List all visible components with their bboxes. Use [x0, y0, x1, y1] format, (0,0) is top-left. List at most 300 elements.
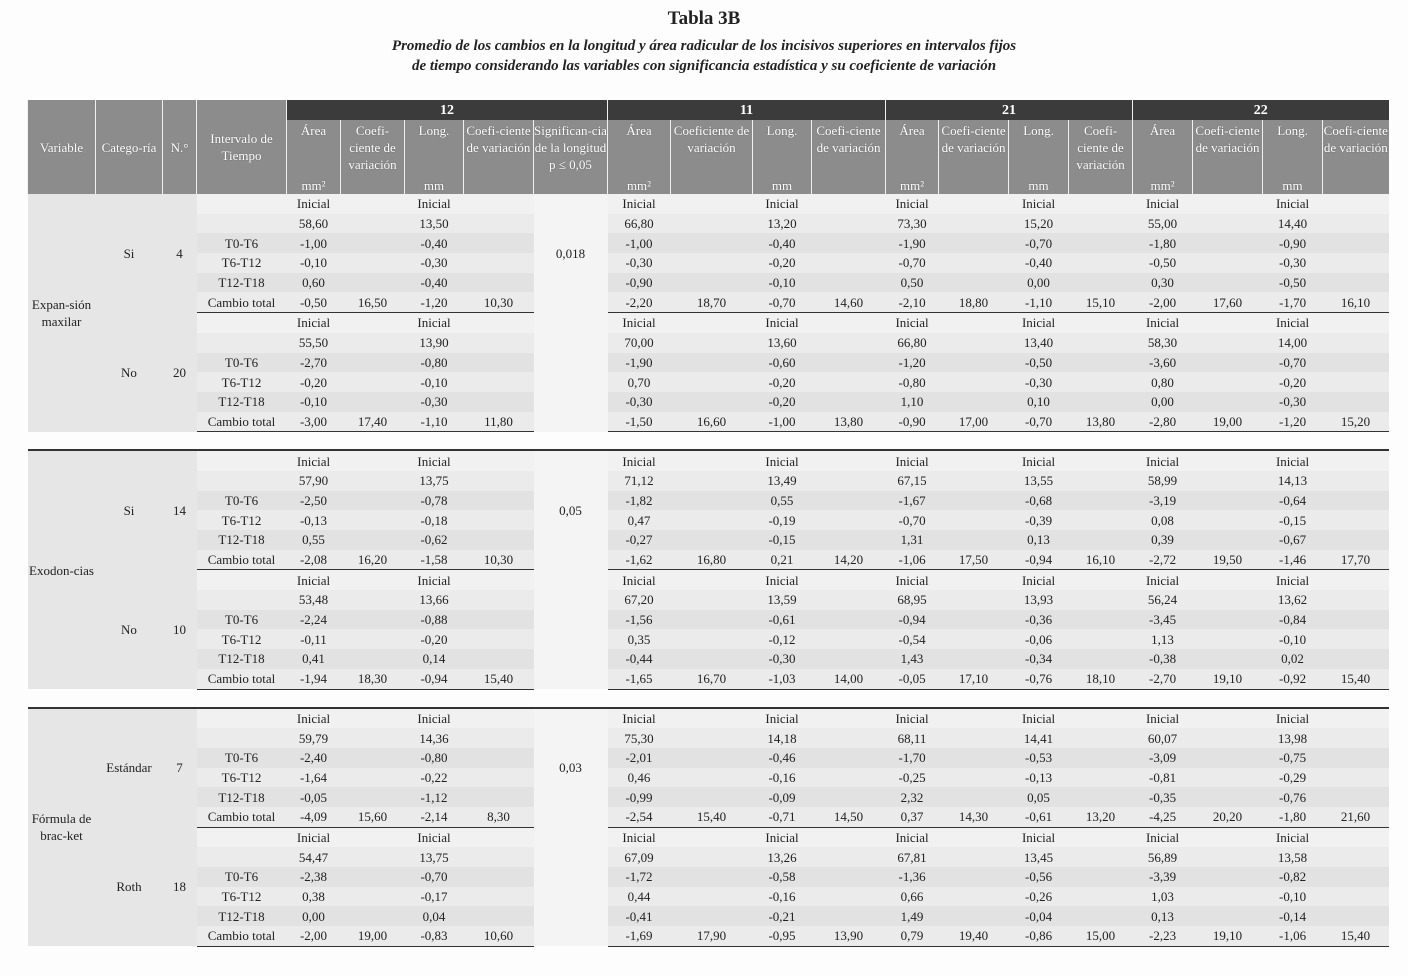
length-cell: -1,80: [1263, 807, 1323, 827]
interval-cell: Cambio total: [197, 807, 287, 827]
area-cv-cell: [1193, 471, 1263, 491]
area-cell: Inicial: [287, 570, 341, 590]
length-cell: -2,14: [405, 807, 464, 827]
length-cv-cell: [1069, 471, 1133, 491]
table-row: [28, 610, 1389, 630]
area-cv-cell: [939, 450, 1009, 471]
interval-cell: T6-T12: [197, 887, 287, 907]
length-cell: 0,14: [405, 649, 464, 669]
header-coef-12: [341, 120, 405, 194]
table-row: [28, 194, 1389, 214]
n-cell: 18: [163, 827, 197, 946]
interval-cell: T0-T6: [197, 233, 287, 253]
header-coef-21: [939, 120, 1009, 194]
area-cell: Inicial: [287, 708, 341, 729]
area-cell: -0,11: [287, 629, 341, 649]
length-cv-cell: [1069, 649, 1133, 669]
length-cv-cell: [1323, 629, 1389, 649]
length-cv-cell: [812, 333, 886, 353]
length-cv-cell: [812, 273, 886, 293]
header-unit: mm²: [899, 178, 925, 193]
area-cv-cell: [939, 610, 1009, 630]
area-cv-cell: [939, 708, 1009, 729]
table-title: Tabla 3B: [667, 8, 741, 29]
significance-cell: 0,018: [534, 194, 608, 313]
area-cv-cell: [1193, 827, 1263, 847]
interval-cell: [197, 827, 287, 847]
length-cv-cell: [464, 570, 534, 590]
area-cell: -0,90: [886, 412, 939, 432]
length-cv-cell: [812, 450, 886, 471]
length-cell: Inicial: [1263, 194, 1323, 214]
length-cell: 13,62: [1263, 590, 1323, 610]
length-cv-cell: [812, 392, 886, 412]
area-cv-cell: [671, 253, 753, 273]
length-cv-cell: [1069, 372, 1133, 392]
length-cv-cell: [1323, 333, 1389, 353]
length-cv-cell: [1323, 313, 1389, 333]
length-cell: -0,76: [1263, 787, 1323, 807]
area-cv-cell: 16,60: [671, 412, 753, 432]
length-cv-cell: [1069, 827, 1133, 847]
interval-cell: T6-T12: [197, 372, 287, 392]
length-cv-cell: [812, 748, 886, 768]
separator-cell: [28, 432, 1389, 451]
area-cv-cell: [671, 233, 753, 253]
interval-cell: T12-T18: [197, 787, 287, 807]
area-cv-cell: [341, 610, 405, 630]
length-cv-cell: [1069, 392, 1133, 412]
area-cell: -0,10: [287, 253, 341, 273]
length-cv-cell: 13,90: [812, 926, 886, 946]
length-cell: -0,15: [1263, 510, 1323, 530]
area-cell: Inicial: [1133, 708, 1193, 729]
area-cv-cell: [939, 787, 1009, 807]
area-cell: Inicial: [886, 194, 939, 214]
length-cell: -0,15: [753, 530, 812, 550]
interval-cell: [197, 333, 287, 353]
area-cv-cell: 19,00: [1193, 412, 1263, 432]
length-cv-cell: [1323, 610, 1389, 630]
header-label: Área: [1149, 123, 1176, 138]
length-cell: -0,40: [405, 233, 464, 253]
length-cv-cell: [812, 649, 886, 669]
area-cell: -2,24: [287, 610, 341, 630]
length-cv-cell: 16,10: [1323, 292, 1389, 312]
length-cv-cell: [1069, 610, 1133, 630]
table-row: [28, 471, 1389, 491]
length-cell: -0,68: [1009, 491, 1069, 511]
length-cv-cell: 15,20: [1323, 412, 1389, 432]
n-cell: 7: [163, 708, 197, 828]
header-area-11: [608, 120, 671, 194]
length-cell: -0,70: [1009, 412, 1069, 432]
area-cv-cell: [939, 768, 1009, 788]
area-cv-cell: [341, 510, 405, 530]
length-cell: -0,12: [753, 629, 812, 649]
area-cv-cell: [671, 214, 753, 234]
area-cv-cell: [1193, 253, 1263, 273]
length-cv-cell: [1069, 629, 1133, 649]
area-cv-cell: [939, 313, 1009, 333]
area-cell: -0,41: [608, 906, 671, 926]
interval-cell: Cambio total: [197, 550, 287, 570]
area-cv-cell: [1193, 353, 1263, 373]
area-cell: Inicial: [1133, 827, 1193, 847]
length-cv-cell: 17,70: [1323, 550, 1389, 570]
interval-cell: T0-T6: [197, 353, 287, 373]
area-cv-cell: [671, 748, 753, 768]
length-cell: 0,21: [753, 550, 812, 570]
length-cell: -0,20: [1263, 372, 1323, 392]
header-significance-12: [534, 120, 608, 194]
length-cv-cell: 13,80: [1069, 412, 1133, 432]
area-cell: 0,37: [886, 807, 939, 827]
length-cv-cell: [464, 867, 534, 887]
length-cell: 0,04: [405, 906, 464, 926]
length-cv-cell: [812, 253, 886, 273]
length-cv-cell: [1323, 728, 1389, 748]
area-cell: -1,82: [608, 491, 671, 511]
table-row: [28, 530, 1389, 550]
table-row: [28, 392, 1389, 412]
area-cell: 68,11: [886, 728, 939, 748]
area-cell: -0,50: [287, 292, 341, 312]
length-cell: -0,17: [405, 887, 464, 907]
length-cv-cell: [812, 233, 886, 253]
area-cell: 55,00: [1133, 214, 1193, 234]
area-cell: -1,90: [886, 233, 939, 253]
length-cv-cell: [464, 333, 534, 353]
length-cv-cell: [1323, 530, 1389, 550]
area-cv-cell: [341, 887, 405, 907]
interval-cell: T0-T6: [197, 867, 287, 887]
area-cell: 55,50: [287, 333, 341, 353]
area-cell: -1,50: [608, 412, 671, 432]
area-cv-cell: [671, 728, 753, 748]
table-row: [28, 491, 1389, 511]
area-cv-cell: [939, 847, 1009, 867]
interval-cell: [197, 313, 287, 333]
length-cv-cell: [1069, 253, 1133, 273]
area-cv-cell: [671, 906, 753, 926]
area-cv-cell: [671, 530, 753, 550]
length-cv-cell: [464, 610, 534, 630]
length-cv-cell: [464, 887, 534, 907]
length-cv-cell: [1323, 867, 1389, 887]
length-cv-cell: [1069, 353, 1133, 373]
area-cell: -2,00: [1133, 292, 1193, 312]
length-cv-cell: [812, 214, 886, 234]
area-cell: -1,64: [287, 768, 341, 788]
area-cell: -1,56: [608, 610, 671, 630]
area-cv-cell: [939, 194, 1009, 214]
area-cv-cell: [1193, 392, 1263, 412]
interval-cell: [197, 194, 287, 214]
length-cell: -0,40: [405, 273, 464, 293]
length-cell: Inicial: [753, 708, 812, 729]
header-categoria: Catego-ría: [96, 100, 163, 194]
length-cv-cell: [464, 906, 534, 926]
area-cv-cell: [1193, 233, 1263, 253]
length-cv-cell: [1069, 530, 1133, 550]
length-cell: 14,00: [1263, 333, 1323, 353]
area-cv-cell: [671, 510, 753, 530]
header-coef-11-area-11: [671, 120, 753, 194]
length-cv-cell: [1323, 273, 1389, 293]
area-cv-cell: [341, 827, 405, 847]
area-cv-cell: 17,00: [939, 412, 1009, 432]
area-cv-cell: [671, 450, 753, 471]
length-cell: -0,70: [1009, 233, 1069, 253]
length-cv-cell: [464, 253, 534, 273]
results-table: [27, 100, 1389, 947]
length-cell: -0,06: [1009, 629, 1069, 649]
length-cell: 13,26: [753, 847, 812, 867]
area-cell: Inicial: [608, 708, 671, 729]
length-cv-cell: 15,10: [1069, 292, 1133, 312]
area-cell: -2,80: [1133, 412, 1193, 432]
length-cv-cell: [812, 590, 886, 610]
header-tooth-21: 21: [886, 100, 1133, 120]
length-cv-cell: [812, 194, 886, 214]
area-cell: Inicial: [1133, 194, 1193, 214]
area-cell: 56,24: [1133, 590, 1193, 610]
length-cv-cell: [1323, 253, 1389, 273]
length-cv-cell: 14,00: [812, 669, 886, 689]
area-cell: 57,90: [287, 471, 341, 491]
length-cv-cell: [1069, 590, 1133, 610]
length-cv-cell: [1323, 510, 1389, 530]
area-cv-cell: [1193, 214, 1263, 234]
length-cell: Inicial: [1263, 570, 1323, 590]
length-cell: -0,71: [753, 807, 812, 827]
length-cv-cell: [812, 510, 886, 530]
length-cell: -0,18: [405, 510, 464, 530]
area-cell: Inicial: [608, 450, 671, 471]
area-cell: 1,13: [1133, 629, 1193, 649]
area-cv-cell: 14,30: [939, 807, 1009, 827]
interval-cell: [197, 590, 287, 610]
area-cell: -1,94: [287, 669, 341, 689]
length-cv-cell: [1069, 708, 1133, 729]
area-cv-cell: [1193, 708, 1263, 729]
group-separator: [28, 432, 1389, 451]
area-cv-cell: [671, 610, 753, 630]
length-cv-cell: [812, 610, 886, 630]
length-cell: Inicial: [1009, 827, 1069, 847]
area-cv-cell: 19,40: [939, 926, 1009, 946]
area-cv-cell: [1193, 787, 1263, 807]
length-cv-cell: [464, 708, 534, 729]
area-cell: -0,50: [1133, 253, 1193, 273]
table-row: [28, 669, 1389, 689]
length-cell: -0,50: [1009, 353, 1069, 373]
header-unit: mm: [1282, 178, 1303, 193]
area-cv-cell: 17,10: [939, 669, 1009, 689]
table-row: [28, 906, 1389, 926]
area-cv-cell: [1193, 768, 1263, 788]
area-cv-cell: 19,50: [1193, 550, 1263, 570]
length-cell: 13,75: [405, 471, 464, 491]
table-row: [28, 273, 1389, 293]
length-cell: -0,70: [753, 292, 812, 312]
area-cell: 0,00: [1133, 392, 1193, 412]
length-cv-cell: [464, 353, 534, 373]
area-cv-cell: [671, 194, 753, 214]
area-cv-cell: [341, 748, 405, 768]
table-row: [28, 253, 1389, 273]
area-cell: -0,70: [886, 510, 939, 530]
length-cell: -0,58: [753, 867, 812, 887]
table-row: [28, 708, 1389, 729]
area-cv-cell: [341, 392, 405, 412]
length-cell: -0,88: [405, 610, 464, 630]
area-cv-cell: [671, 768, 753, 788]
area-cv-cell: 17,40: [341, 412, 405, 432]
area-cv-cell: [939, 570, 1009, 590]
length-cell: 0,55: [753, 491, 812, 511]
area-cell: 67,15: [886, 471, 939, 491]
length-cell: -0,20: [753, 253, 812, 273]
length-cell: -0,20: [753, 392, 812, 412]
area-cv-cell: [939, 906, 1009, 926]
table-row: [28, 550, 1389, 570]
header-coef-22: [1323, 120, 1389, 194]
length-cv-cell: [464, 649, 534, 669]
category-cell: Estándar: [96, 708, 163, 828]
area-cv-cell: [1193, 530, 1263, 550]
table-row: [28, 412, 1389, 432]
area-cv-cell: [671, 491, 753, 511]
length-cv-cell: [1323, 233, 1389, 253]
interval-cell: [197, 471, 287, 491]
length-cv-cell: 18,10: [1069, 669, 1133, 689]
table-row: [28, 570, 1389, 590]
length-cv-cell: [464, 372, 534, 392]
length-cv-cell: [1069, 867, 1133, 887]
area-cell: -2,10: [886, 292, 939, 312]
area-cell: -0,80: [886, 372, 939, 392]
table-row: [28, 590, 1389, 610]
header-label: Significan-cia de la longitud p ≤ 0,05: [534, 123, 607, 172]
area-cell: 67,81: [886, 847, 939, 867]
length-cv-cell: 15,40: [1323, 669, 1389, 689]
length-cell: -1,06: [1263, 926, 1323, 946]
length-cv-cell: 10,30: [464, 292, 534, 312]
category-cell: No: [96, 570, 163, 689]
length-cell: -0,70: [405, 867, 464, 887]
area-cv-cell: [1193, 450, 1263, 471]
length-cell: -0,70: [1263, 353, 1323, 373]
area-cv-cell: 19,10: [1193, 926, 1263, 946]
length-cv-cell: [464, 194, 534, 214]
length-cell: -0,30: [753, 649, 812, 669]
header-long-12: [405, 120, 464, 194]
header-area-12: [287, 120, 341, 194]
area-cell: Inicial: [608, 194, 671, 214]
length-cell: Inicial: [753, 450, 812, 471]
area-cell: -1,62: [608, 550, 671, 570]
significance-cell: 0,05: [534, 450, 608, 570]
length-cv-cell: [1323, 847, 1389, 867]
area-cv-cell: [341, 273, 405, 293]
length-cv-cell: [1323, 570, 1389, 590]
area-cv-cell: [1193, 887, 1263, 907]
area-cell: -0,94: [886, 610, 939, 630]
length-cv-cell: [1069, 787, 1133, 807]
length-cv-cell: [1069, 313, 1133, 333]
area-cell: 1,10: [886, 392, 939, 412]
length-cell: -0,30: [405, 253, 464, 273]
length-cv-cell: [812, 787, 886, 807]
area-cv-cell: [341, 768, 405, 788]
area-cv-cell: 17,50: [939, 550, 1009, 570]
area-cell: 67,09: [608, 847, 671, 867]
length-cell: 13,59: [753, 590, 812, 610]
length-cell: 0,10: [1009, 392, 1069, 412]
length-cv-cell: [812, 847, 886, 867]
interval-cell: T12-T18: [197, 530, 287, 550]
area-cell: 59,79: [287, 728, 341, 748]
area-cv-cell: [939, 827, 1009, 847]
interval-cell: [197, 728, 287, 748]
area-cv-cell: [1193, 570, 1263, 590]
length-cv-cell: [1069, 570, 1133, 590]
length-cv-cell: [464, 233, 534, 253]
area-cell: -4,09: [287, 807, 341, 827]
area-cv-cell: 18,80: [939, 292, 1009, 312]
length-cell: Inicial: [405, 708, 464, 729]
header-row-teeth: [28, 100, 1389, 120]
area-cell: -0,35: [1133, 787, 1193, 807]
n-cell: 20: [163, 313, 197, 432]
area-cell: Inicial: [886, 313, 939, 333]
length-cv-cell: [1069, 214, 1133, 234]
length-cell: -0,10: [1263, 629, 1323, 649]
length-cv-cell: 16,10: [1069, 550, 1133, 570]
area-cell: -0,20: [287, 372, 341, 392]
length-cv-cell: [812, 629, 886, 649]
area-cv-cell: [1193, 372, 1263, 392]
header-label: Coeficiente de variación: [673, 123, 750, 155]
area-cv-cell: [341, 787, 405, 807]
header-label: Coefi-ciente de variación: [1195, 123, 1260, 155]
interval-cell: [197, 570, 287, 590]
area-cell: Inicial: [287, 313, 341, 333]
area-cell: -0,54: [886, 629, 939, 649]
length-cell: -1,20: [405, 292, 464, 312]
length-cv-cell: [1323, 708, 1389, 729]
length-cell: -0,53: [1009, 748, 1069, 768]
area-cv-cell: [1193, 867, 1263, 887]
length-cv-cell: [812, 353, 886, 373]
header-label: Coefi-ciente de variación: [941, 123, 1006, 155]
area-cv-cell: [341, 233, 405, 253]
area-cell: -0,38: [1133, 649, 1193, 669]
area-cv-cell: [341, 194, 405, 214]
length-cell: -0,22: [405, 768, 464, 788]
length-cv-cell: [1323, 590, 1389, 610]
significance-cell: 0,03: [534, 708, 608, 828]
length-cell: -0,76: [1009, 669, 1069, 689]
length-cell: -0,75: [1263, 748, 1323, 768]
length-cv-cell: [1323, 768, 1389, 788]
length-cell: -0,94: [1009, 550, 1069, 570]
length-cell: -0,04: [1009, 906, 1069, 926]
length-cell: -0,56: [1009, 867, 1069, 887]
area-cell: 58,60: [287, 214, 341, 234]
